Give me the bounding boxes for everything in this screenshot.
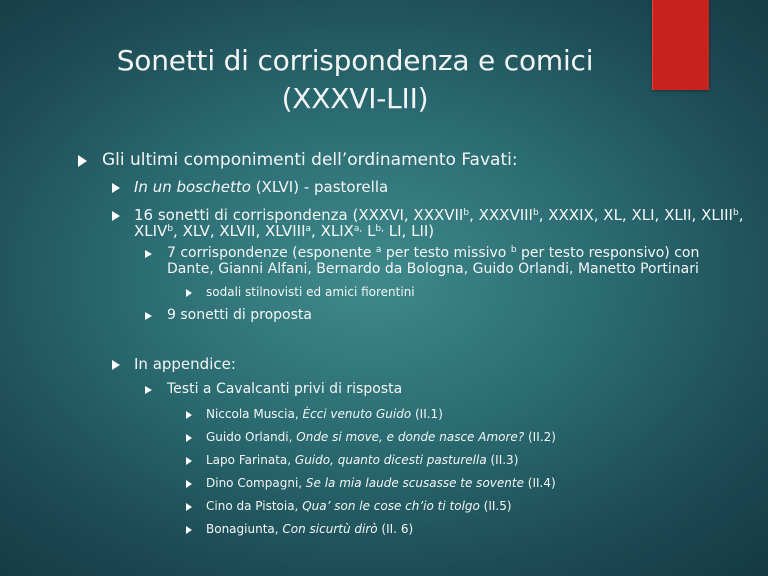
appendix-work: Guido, quanto dicesti pasturella [294,453,487,467]
sup-b: b [167,224,174,234]
appendix-ref: (II.4) [523,476,556,490]
triangle-bullet-icon [186,411,192,419]
triangle-bullet-icon [186,434,192,442]
sup-a: a, [353,224,363,234]
appendix-author: Bonagiunta, [206,522,283,536]
intro-text: Gli ultimi componimenti dell’ordinamento Favati: [102,150,518,170]
triangle-bullet-icon [145,386,152,394]
appendix-author: Cino da Pistoia, [206,499,303,513]
triangle-bullet-icon [186,480,192,488]
proposta-text: 9 sonetti di proposta [167,307,312,323]
title-line-1: Sonetti di corrispondenza e comici [116,44,594,77]
red-accent-bar [652,0,709,90]
triangle-bullet-icon [186,457,192,465]
appendix-work: Onde si move, e donde nasce Amore? [296,430,525,444]
appendix-author: Lapo Farinata, [206,453,295,467]
sup-b: b [463,208,470,218]
appendix-item-text [206,407,443,421]
sup-b: b, [375,224,384,234]
sup-b: b [532,208,539,218]
testi-text: Testi a Cavalcanti privi di risposta [167,381,403,397]
sonetti-text-e: XLIV [134,222,168,240]
appendix-ref: (II. 6) [377,522,414,536]
appendix-item-text [206,430,556,444]
sup-b: b [510,245,517,255]
appendix-item-text [206,476,556,490]
sup-a: a [305,224,312,234]
triangle-bullet-icon [78,155,87,167]
appendice-text: In appendice: [134,355,236,373]
appendix-ref: (II.1) [411,407,443,421]
triangle-bullet-icon [145,250,152,258]
appendix-item-text [206,499,512,513]
sonetti-text-a: 16 sonetti di corrispondenza (XXXVI, XXXVII [134,206,464,224]
triangle-bullet-icon [112,183,120,193]
sonetti-text-f: , XLV, XLVII, XLVIII [173,222,306,240]
appendix-ref: (II.3) [486,453,519,467]
appendix-work: Ècci venuto Guido [302,407,412,421]
appendix-author: Guido Orlandi, [206,430,297,444]
corr-text-a: 7 corrispondenze (esponente [167,245,376,261]
sup-b: b [733,208,739,218]
corr-text-b: per testo missivo [381,245,511,261]
triangle-bullet-icon [112,360,120,370]
appendix-author: Niccola Muscia, [206,407,303,421]
triangle-bullet-icon [186,526,192,534]
boschetto-text [134,178,388,196]
corr-line-1 [167,245,699,261]
title-line-2: (XXXVI-LII) [281,82,429,115]
sodali-text: sodali stilnovisti ed amici fiorentini [206,285,415,299]
slide-title [60,42,650,118]
appendix-ref: (II.2) [524,430,556,444]
sonetti-text-c: , XXXIX, XL, XLI, XLII, XLIII [538,206,733,224]
sonetti-line-2 [134,222,434,240]
boschetto-title: In un boschetto [134,178,251,196]
triangle-bullet-icon [186,503,192,511]
boschetto-rest: (XLVI) - pastorella [250,178,389,196]
appendix-item-text [206,453,518,467]
triangle-bullet-icon [186,289,192,297]
appendix-author: Dino Compagni, [206,476,306,490]
corr-text-c: per testo responsivo) con [516,245,700,261]
triangle-bullet-icon [145,312,152,320]
corr-line-2: Dante, Gianni Alfani, Bernardo da Bologna, Guido Orlandi, Manetto Portinari [167,261,699,277]
appendix-ref: (II.5) [479,499,512,513]
appendix-work: Se la mia laude scusasse te sovente [305,476,524,490]
sonetti-text-b: , XXXVIII [469,206,533,224]
appendix-item-text [206,522,413,536]
sonetti-text-h: L [362,222,376,240]
sup-a: a [375,245,382,255]
sonetti-text-i: LI, LII) [384,222,435,240]
sonetti-text-g: , XLIX [311,222,354,240]
sonetti-text-d: , [738,206,744,224]
appendix-work: Qua’ son le cose ch’io ti tolgo [302,499,480,513]
triangle-bullet-icon [112,211,120,221]
appendix-work: Con sicurtù dirò [282,522,378,536]
